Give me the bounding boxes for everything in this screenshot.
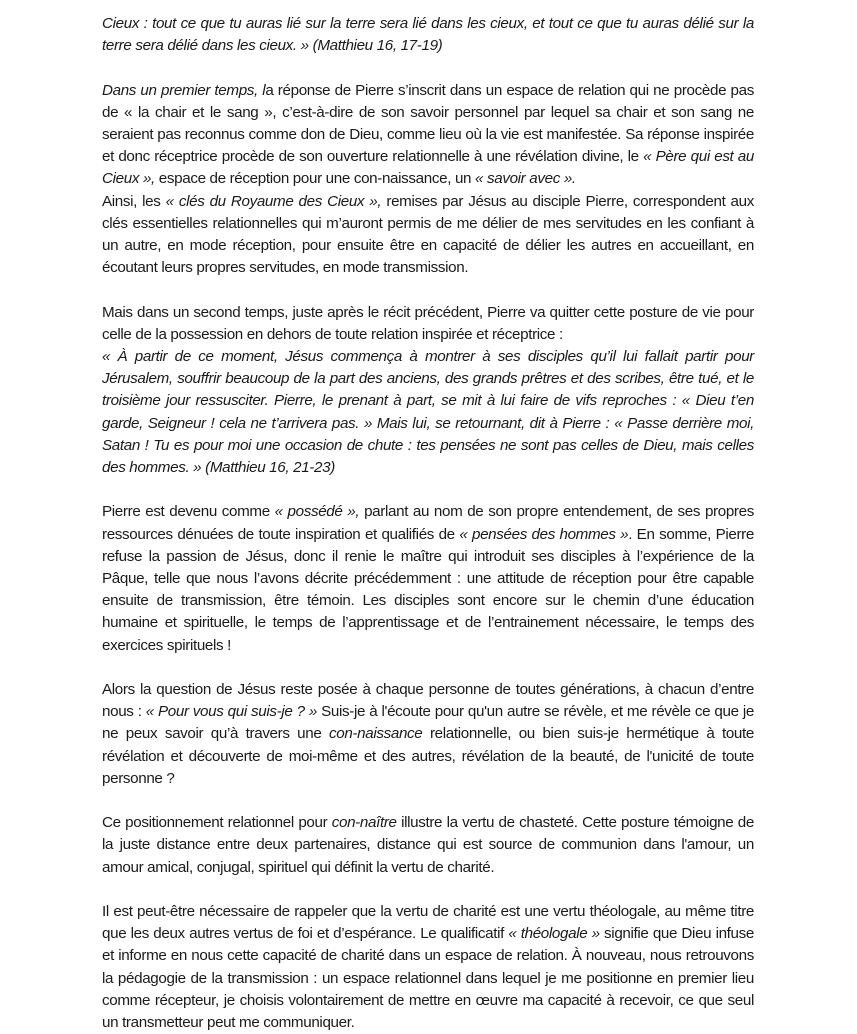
paragraph-scripture-quote [102, 346, 754, 479]
emphasis-text: « clés du Royaume des Cieux », [165, 192, 382, 210]
body-text: Pierre est devenu comme [102, 503, 275, 521]
body-text: espace de réception pour une con-naissance, un [154, 170, 476, 188]
body-text: a réponse de Pierre s’inscrit dans un espace de relation qui ne procède pas de « la chair et le sang », c’est-à-dire de son savoir personnel par lequel sa chair et son sang ne seraient pas reconnus comme don de Dieu, comme lieu où la vie est manifestée. Sa réponse inspirée et donc réceptrice procède de son ouverture relationnelle à une révélation divine, le [102, 81, 754, 166]
emphasis-text: con-naissance [329, 725, 423, 743]
body-text: Il est peut-être nécessaire de rappeler que la vertu de charité est une vertu théologale, au même titre que les deux autres vertus de foi et d’espérance. Le qualificatif [102, 903, 754, 943]
emphasis-text: con-naître [331, 814, 397, 832]
emphasis-text: « Père qui est au Cieux », [102, 148, 754, 188]
emphasis-text: « pensées des hommes » [459, 525, 629, 543]
body-text: remises par Jésus au disciple Pierre, correspondent aux clés essentielles relationnelles qui m’auront permis de me délier de mes servitudes en les confiant à un autre, en mode réception, pour ensuite être en capacité de délier les autres en accueillant, en écoutant leurs propres servitudes, en mode transmission. [102, 192, 754, 277]
emphasis-text: « savoir avec ». [475, 170, 576, 188]
body-text: illustre la vertu de chasteté. Cette posture témoigne de la juste distance entre deux partenaires, distance qui est source de communion dans l'amour, un amour amical, conjugal, spirituel qui définit la vertu de charité. [102, 814, 754, 876]
emphasis-text: Dans un premier temps, l [102, 81, 266, 99]
paragraph-possessed [102, 501, 754, 656]
paragraph-first-time [102, 80, 754, 191]
emphasis-text: « théologale » [508, 925, 600, 943]
document-page [102, 13, 754, 1034]
paragraph-keys-of-kingdom [102, 191, 754, 280]
emphasis-text: « possédé », [274, 503, 360, 521]
body-text: relationnelle, ou bien suis-je hermétique à toute révélation et découverte de moi-même et des autres, révélation de la beauté, de l'unicité de toute personne ? [102, 725, 754, 787]
body-text: Ce positionnement relationnel pour [102, 814, 332, 832]
paragraph-chastity [102, 812, 754, 879]
scripture-quote: « À partir de ce moment, Jésus commença à montrer à ses disciples qu’il lui fallait partir pour Jérusalem, souffrir beaucoup de la part des anciens, des grands prêtres et des scribes, être tué, et le troisième jour ressusciter. Pierre, le prenant à part, se mit à lui faire de vifs reproches : « Dieu t’en garde, Seigneur ! cela ne t’arrivera pas. » Mais lui, se retournant, dit à Pierre : « Passe derrière moi, Satan ! Tu es pour moi une occasion de chute : tes pensées ne sont pas celles de Dieu, mais celles des hommes. » (Matthieu 16, 21-23) [102, 348, 754, 477]
body-text: . En somme, Pierre refuse la passion de Jésus, donc il renie le maître qui introduit ses disciples à l’expérience de la Pâque, telle que nous l’avons décrite précédemment : une attitude de réception pour être capable ensuite de transmission, être témoin. Les disciples sont encore sur le chemin d’une éducation humaine et spirituelle, le temps de l’apprentissage et de l’entrainement nécessaire, le temps des exercices spirituels ! [102, 525, 754, 654]
paragraph-question-of-jesus [102, 679, 754, 790]
body-text: Suis-je à l'écoute pour qu'un autre se révèle, et me révèle ce que je ne peux savoir qu’à travers une [102, 703, 754, 743]
body-text: Alors la question de Jésus reste posée à chaque personne de toutes générations, à chacun d’entre nous : [102, 681, 754, 721]
body-text: parlant au nom de son propre entendement, de ses propres ressources dénuées de toute inspiration et qualifiés de [102, 503, 754, 543]
body-text: Mais dans un second temps, juste après le récit précédent, Pierre va quitter cette posture de vie pour celle de la possession en dehors de toute relation inspirée et réceptrice : [102, 303, 754, 343]
body-text: signifie que Dieu infuse et informe en nous cette capacité de charité dans un espace de relation. À nouveau, nous retrouvons la pédagogie de la transmission : un espace relationnel dans lequel je me positionne en premier lieu comme récepteur, je choisis volontairement de mettre en œuvre ma capacité à recevoir, ce que seul un transmetteur peut me communiquer. [102, 925, 754, 1032]
paragraph-scripture-ending [102, 13, 754, 57]
body-text: Ainsi, les [102, 192, 166, 210]
paragraph-second-time [102, 302, 754, 346]
scripture-quote: Cieux : tout ce que tu auras lié sur la terre sera lié dans les cieux, et tout ce que tu auras délié sur la terre sera délié dans les cieux. » (Matthieu 16, 17-19) [102, 15, 754, 55]
paragraph-charity [102, 901, 754, 1034]
emphasis-text: « Pour vous qui suis-je ? » [145, 703, 317, 721]
